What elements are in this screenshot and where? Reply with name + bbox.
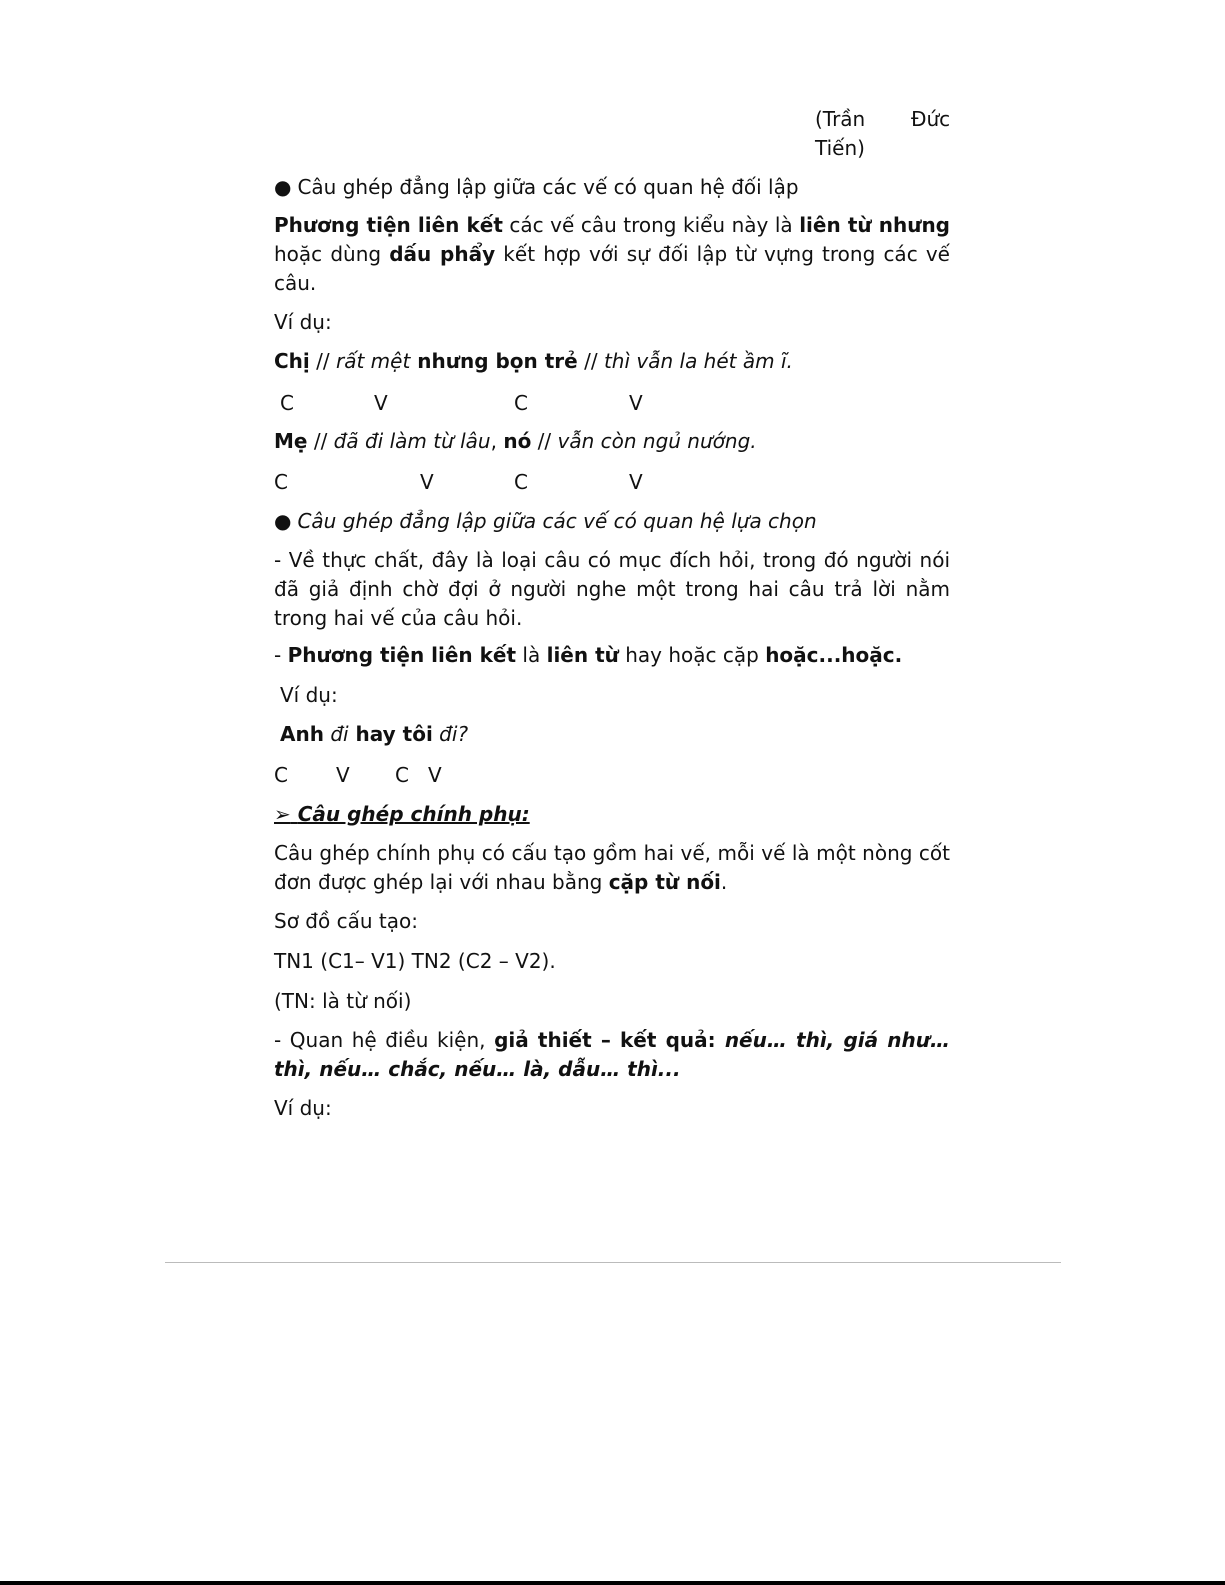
example-label: Ví dụ: (274, 310, 332, 334)
example-label: Ví dụ: (274, 1096, 332, 1120)
subordinate-paragraph: Câu ghép chính phụ có cấu tạo gồm hai vế, mỗi vế là một nòng cốt đơn được ghép lại với nhau bằng cặp từ nối. (274, 841, 950, 894)
footer-divider (165, 1262, 1061, 1263)
example-label: Ví dụ: (280, 683, 338, 707)
choice-paragraph-2: - Phương tiện liên kết là liên từ hay hoặc cặp hoặc...hoặc. (274, 643, 903, 667)
cv-label: C (274, 763, 288, 787)
bottom-edge (0, 1581, 1225, 1585)
section-opposition-title: ● Câu ghép đẳng lập giữa các vế có quan hệ đối lập (274, 175, 799, 199)
cv-label: C (514, 391, 528, 415)
cv-label: C (395, 763, 409, 787)
cv-label: C (280, 391, 294, 415)
bullet-icon: ● (274, 175, 292, 199)
cv-label: V (374, 391, 388, 415)
example-sentence-1: Chị // rất mệt nhưng bọn trẻ // thì vẫn la hét ầm ĩ. (274, 349, 793, 373)
cv-label: V (629, 470, 643, 494)
example-sentence-3: Anh đi hay tôi đi? (280, 722, 469, 746)
choice-paragraph-1: - Về thực chất, đây là loại câu có mục đích hỏi, trong đó người nói đã giả định chờ đợi ở người nghe một trong hai câu trả lời nằm trong hai vế của câu hỏi. (274, 548, 950, 630)
section-choice-title: ● Câu ghép đẳng lập giữa các vế có quan hệ lựa chọn (274, 509, 817, 533)
formula-note: (TN: là từ nối) (274, 989, 412, 1013)
cv-label: C (274, 470, 288, 494)
condition-paragraph: - Quan hệ điều kiện, giả thiết – kết quả: nếu… thì, giá như… thì, nếu… chắc, nếu… là, dẫu… thì... (274, 1028, 950, 1081)
attribution-name2: Đức (911, 107, 951, 131)
cv-label: V (336, 763, 350, 787)
attribution-name1: (Trần (815, 107, 866, 131)
attribution-name3: Tiến) (815, 136, 865, 160)
cv-label: V (629, 391, 643, 415)
opposition-paragraph: Phương tiện liên kết các vế câu trong kiểu này là liên từ nhưng hoặc dùng dấu phẩy kết hợp với sự đối lập từ vựng trong các vế câu. (274, 213, 951, 295)
arrow-icon: ➢ (274, 802, 291, 826)
diagram-label: Sơ đồ cấu tạo: (274, 909, 418, 933)
structure-formula: TN1 (C1– V1) TN2 (C2 – V2). (274, 949, 556, 973)
section-subordinate-heading: ➢ Câu ghép chính phụ: (274, 802, 530, 826)
example-sentence-2: Mẹ // đã đi làm từ lâu, nó // vẫn còn ngủ nướng. (274, 429, 757, 453)
cv-label: C (514, 470, 528, 494)
cv-label: V (428, 763, 442, 787)
bullet-icon: ● (274, 509, 292, 533)
cv-label: V (420, 470, 434, 494)
